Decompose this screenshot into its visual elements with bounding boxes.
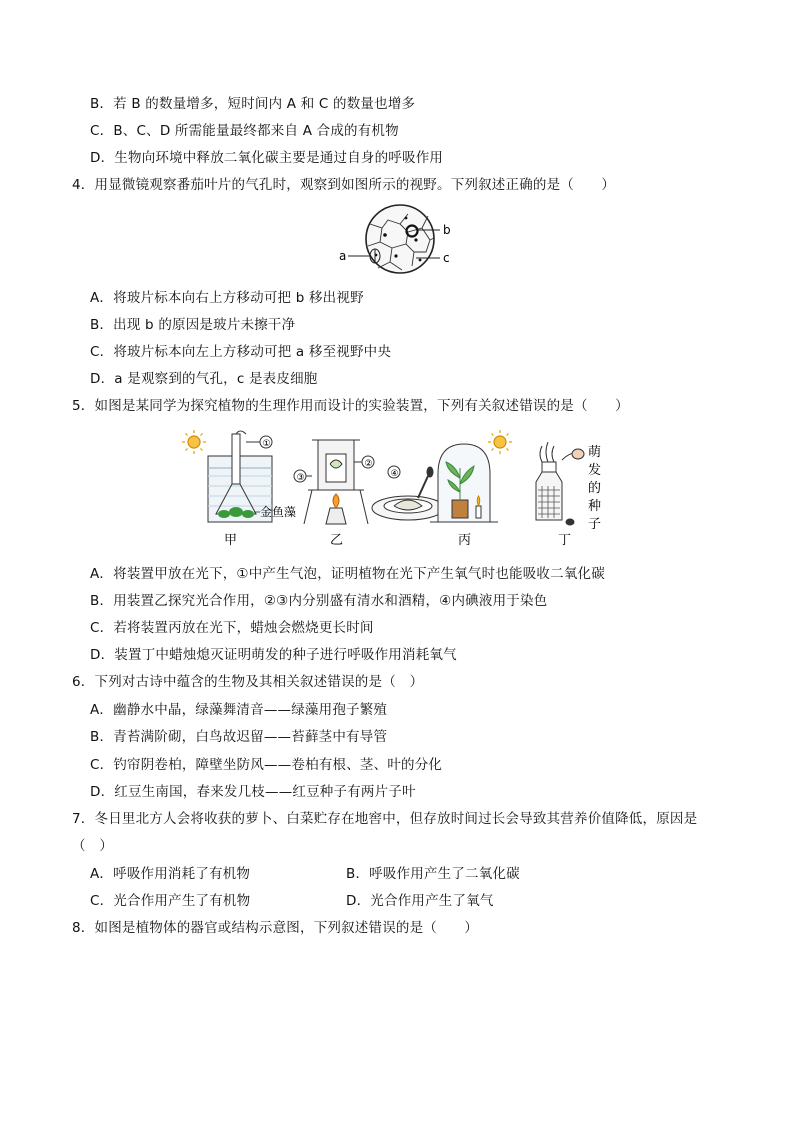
- q5-option-b: B．用装置乙探究光合作用，②③内分别盛有清水和酒精，④内碘液用于染色: [90, 593, 548, 609]
- apparatus-svg: [180, 428, 620, 554]
- q7-option-a: A．呼吸作用消耗了有机物: [90, 866, 251, 882]
- label-yi: 乙: [330, 533, 344, 548]
- label-jia: 甲: [224, 533, 238, 548]
- label-b: b: [443, 223, 451, 237]
- label-bing: 丙: [458, 533, 472, 548]
- label-n3: ③: [296, 473, 305, 483]
- label-seed-1: 萌: [588, 445, 602, 460]
- q4-option-a: A．将玻片标本向右上方移动可把 b 移出视野: [90, 290, 364, 306]
- q4-option-c: C．将玻片标本向左上方移动可把 a 移至视野中央: [90, 344, 392, 360]
- q7-stem-paren: （ ）: [72, 838, 114, 854]
- q5-option-d: D．装置丁中蜡烛熄灭证明萌发的种子进行呼吸作用消耗氧气: [90, 647, 457, 663]
- label-ding: 丁: [558, 533, 572, 548]
- q7-option-b: B．呼吸作用产生了二氧化碳: [346, 866, 520, 882]
- q4-stem: 4．用显微镜观察番茄叶片的气孔时，观察到如图所示的视野。下列叙述正确的是（ ）: [72, 177, 616, 193]
- q3-option-c: C．B、C、D 所需能量最终都来自 A 合成的有机物: [90, 123, 399, 139]
- label-seed-5: 子: [588, 517, 602, 532]
- apparatus-ding: [536, 442, 584, 525]
- label-a: a: [339, 249, 347, 263]
- q8-stem: 8．如图是植物体的器官或结构示意图，下列叙述错误的是（ ）: [72, 920, 479, 936]
- label-seed-4: 种: [588, 499, 602, 514]
- q3-option-d: D．生物向环境中释放二氧化碳主要是通过自身的呼吸作用: [90, 150, 444, 166]
- q5-apparatus-figure: [180, 428, 620, 554]
- label-n4: ④: [390, 469, 399, 479]
- apparatus-yi: [294, 440, 374, 524]
- q5-option-a: A．将装置甲放在光下，①中产生气泡，证明植物在光下产生氧气时也能吸收二氧化碳: [90, 566, 605, 582]
- microscope-view-svg: [330, 200, 470, 280]
- q6-option-a: A．幽静水中晶，绿藻舞清音——绿藻用孢子繁殖: [90, 702, 388, 718]
- q3-option-b: B．若 B 的数量增多，短时间内 A 和 C 的数量也增多: [90, 96, 416, 112]
- label-n1: ①: [262, 439, 271, 449]
- q5-stem: 5．如图是某同学为探究植物的生理作用而设计的实验装置，下列有关叙述错误的是（ ）: [72, 398, 629, 414]
- q6-option-b: B．青苔满阶砌，白鸟故迟留——苔藓茎中有导管: [90, 729, 388, 745]
- q7-option-c: C．光合作用产生了有机物: [90, 893, 251, 909]
- label-n2: ②: [364, 459, 373, 469]
- apparatus-dish: [372, 466, 444, 520]
- q6-option-d: D．红豆生南国，春来发几枝——红豆种子有两片子叶: [90, 784, 416, 800]
- q4-option-b: B．出现 b 的原因是玻片未擦干净: [90, 317, 296, 333]
- q5-option-c: C．若将装置丙放在光下，蜡烛会燃烧更长时间: [90, 620, 374, 636]
- label-seed-2: 发: [588, 463, 602, 478]
- label-algae: 金鱼藻: [260, 505, 297, 519]
- sun-icon-1: [182, 430, 206, 454]
- label-seed-3: 的: [588, 481, 602, 496]
- q7-stem: 7．冬日里北方人会将收获的萝卜、白菜贮存在地窖中，但存放时间过长会导致其营养价值降低，原因是: [72, 811, 698, 827]
- q4-option-d: D．a 是观察到的气孔，c 是表皮细胞: [90, 371, 318, 387]
- q6-stem: 6．下列对古诗中蕴含的生物及其相关叙述错误的是（ ）: [72, 674, 424, 690]
- q4-microscope-figure: [330, 200, 470, 280]
- apparatus-bing: [430, 444, 498, 522]
- q7-option-d: D．光合作用产生了氧气: [346, 893, 494, 909]
- q6-option-c: C．钓帘阴卷柏，障壁坐防风——卷柏有根、茎、叶的分化: [90, 757, 443, 773]
- label-c: c: [443, 251, 450, 265]
- sun-icon-2: [488, 430, 512, 454]
